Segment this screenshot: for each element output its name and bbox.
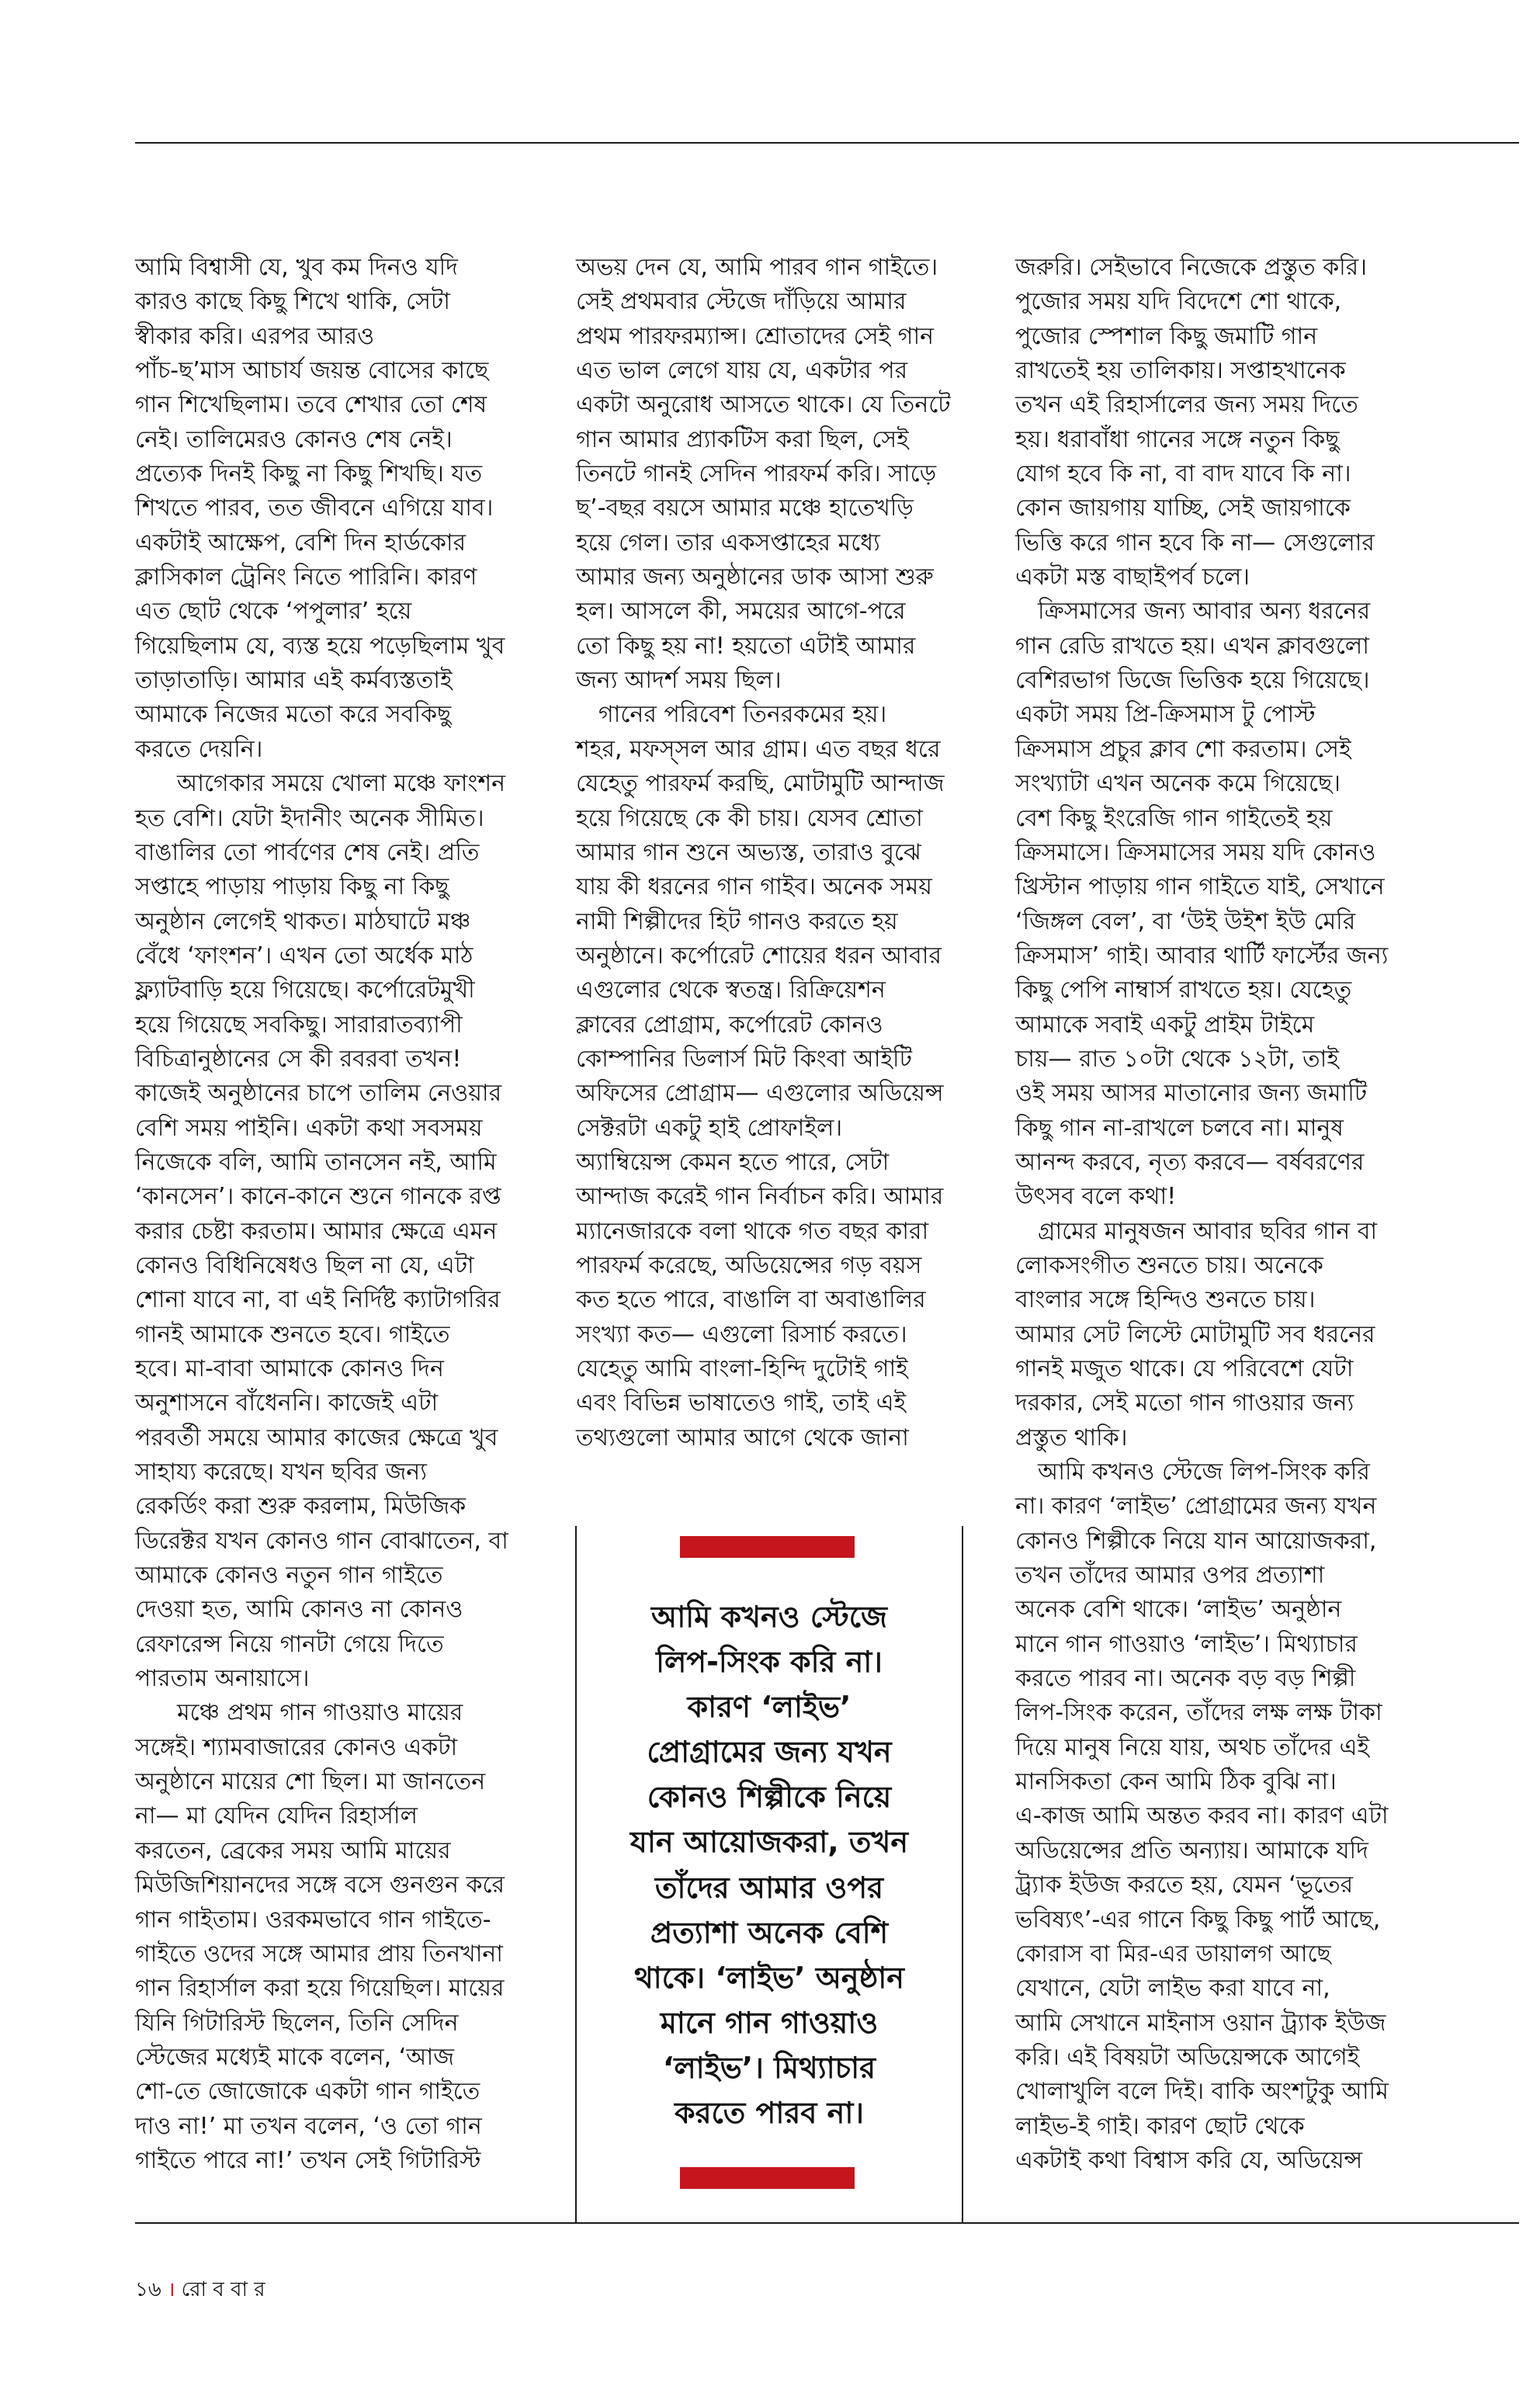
text-line: হয়। ধরাবাঁধা গানের সঙ্গে নতুন কিছু (1015, 425, 1340, 453)
text-line: অফিসের প্রোগ্রাম— এগুলোর অডিয়েন্স (576, 1080, 944, 1108)
text-line: আন্দাজ করেই গান নির্বাচন করি। আমার (576, 1183, 944, 1211)
text-line: তাড়াতাড়ি। আমার এই কর্মব্যস্ততাই (135, 667, 453, 695)
text-line: গান শিখেছিলাম। তবে শেখার তো শেষ (135, 391, 487, 419)
text-line: কোনও বিধিনিষেধও ছিল না যে, এটা (135, 1251, 474, 1279)
text-line: বেশি সময় পাইনি। একটা কথা সবসময় (135, 1114, 483, 1142)
text-line: কাজেই অনুষ্ঠানের চাপে তালিম নেওয়ার (135, 1080, 502, 1108)
text-line: বাঙালির তো পার্বণের শেষ নেই। প্রতি (135, 838, 480, 866)
text-line: গানের পরিবেশ তিনরকমের হয়। (598, 701, 887, 729)
text-line: এগুলোর থেকে স্বতন্ত্র। রিক্রিয়েশন (576, 976, 886, 1004)
text-line: পারফর্ম করেছে, অডিয়েন্সের গড় বয়স (576, 1251, 922, 1279)
text-line: শো-তে জোজোকে একটা গান গাইতে (135, 2078, 480, 2106)
text-line: পরবর্তী সময়ে আমার কাজের ক্ষেত্রে খুব (135, 1424, 498, 1451)
text-line: হল। আসলে কী, সময়ের আগে-পরে (576, 598, 906, 626)
text-line: কোনও শিল্পীকে নিয়ে যান আয়োজকরা, (1015, 1527, 1377, 1555)
text-line: পাঁচ-ছ’মাস আচার্য জয়ন্ত বোসের কাছে (135, 357, 489, 385)
text-line: বেঁধে ‘ফাংশন’। এখন তো অর্ধেক মাঠ (135, 942, 473, 969)
text-line: গ্রামের মানুষজন আবার ছবির গান বা (1038, 1217, 1378, 1245)
text-line: জন্য আদর্শ সময় ছিল। (576, 667, 782, 695)
text-line: অনুষ্ঠান লেগেই থাকত। মাঠঘাটে মঞ্চ (135, 907, 471, 935)
text-line: যেহেতু পারফর্ম করছি, মোটামুটি আন্দাজ (576, 770, 945, 798)
text-line: আমাকে কোনও নতুন গান গাইতে (135, 1562, 443, 1590)
paragraph (135, 767, 536, 1696)
text-line: ওই সময় আসর মাতানোর জন্য জমাটি (1015, 1080, 1368, 1108)
text-line: মানে গান গাওয়াও ‘লাইভ’। মিথ্যাচার (1015, 1630, 1358, 1658)
text-line: যেহেতু আমি বাংলা-হিন্দি দুটোই গাই (576, 1355, 908, 1382)
paragraph (135, 1696, 536, 2178)
text-line: দরকার, সেই মতো গান গাওয়ার জন্য (1015, 1389, 1354, 1417)
text-line: মিউজিশিয়ানদের সঙ্গে বসে গুনগুন করে (135, 1871, 505, 1899)
text-line: করতে দেয়নি। (135, 735, 263, 763)
text-line: রেফারেন্স নিয়ে গানটা গেয়ে দিতে (135, 1630, 444, 1658)
text-line: বিচিত্রানুষ্ঠানের সে কী রবরবা তখন! (135, 1045, 462, 1073)
pull-quote-line: কোনও শিল্পীকে নিয়ে (647, 1780, 892, 1815)
text-line: একটাই আক্ষেপ, বেশি দিন হার্ডকোর (135, 529, 467, 557)
text-line: খোলাখুলি বলে দিই। বাকি অংশটুকু আমি (1015, 2078, 1389, 2106)
pull-quote-line: মানে গান গাওয়াও (660, 2005, 879, 2040)
text-line: করতেন, ব্রেকের সময় আমি মায়ের (135, 1836, 451, 1864)
text-line: আমার সেট লিস্টে মোটামুটি সব ধরনের (1015, 1320, 1375, 1348)
pull-quote-line: প্রোগ্রামের জন্য যখন (647, 1735, 892, 1770)
text-line: ক্রিসমাস প্রচুর ক্লাব শো করতাম। সেই (1015, 735, 1351, 763)
text-line: হয়ে গিয়েছে সবকিছু। সারারাতব্যাপী (135, 1011, 463, 1039)
text-line: কোন জায়গায় যাচ্ছি, সেই জায়গাকে (1015, 494, 1351, 522)
article-column-1 (135, 251, 536, 2178)
pull-quote-line: যান আয়োজকরা, তখন (630, 1825, 909, 1860)
text-line: গান রিহার্সাল করা হয়ে গিয়েছিল। মায়ের (135, 1975, 505, 2003)
text-line: তিনটে গানই সেদিন পারফর্ম করি। সাড়ে (576, 460, 937, 488)
text-line: দাও না!’ মা তখন বলেন, ‘ও তো গান (135, 2112, 482, 2140)
text-line: সপ্তাহে পাড়ায় পাড়ায় কিছু না কিছু (135, 873, 449, 901)
pull-quote-line: করতে পারব না। (675, 2096, 864, 2131)
text-line: না। কারণ ‘লাইভ’ প্রোগ্রামের জন্য যখন (1015, 1493, 1377, 1521)
text-line: আমি সেখানে মাইনাস ওয়ান ট্র্যাক ইউজ (1015, 2009, 1386, 2037)
text-line: ভবিষ্যৎ’-এর গানে কিছু কিছু পার্ট আছে, (1015, 1906, 1381, 1933)
text-line: শিখতে পারব, তত জীবনে এগিয়ে যাব। (135, 494, 494, 522)
text-line: কোম্পানির ডিলার্স মিট কিংবা আইটি (576, 1045, 912, 1073)
text-line: একটা মস্ত বাছাইপর্ব চলে। (1015, 564, 1250, 591)
text-line: যিনি গিটারিস্ট ছিলেন, তিনি সেদিন (135, 2009, 459, 2037)
text-line: মানসিকতা কেন আমি ঠিক বুঝি না। (1015, 1768, 1337, 1796)
text-line: প্রস্তুত থাকি। (1015, 1424, 1128, 1451)
page-footer (135, 2274, 265, 2305)
text-line: এত ভাল লেগে যায় যে, একটার পর (576, 357, 908, 385)
text-line: মঞ্চে প্রথম গান গাওয়াও মায়ের (177, 1699, 463, 1727)
text-line: গানই মজুত থাকে। যে পরিবেশে যেটা (1015, 1355, 1354, 1382)
text-line: কোরাস বা মির-এর ডায়ালগ আছে (1015, 1940, 1331, 1968)
text-line: চায়— রাত ১০টা থেকে ১২টা, তাই (1015, 1045, 1339, 1073)
text-line: আমি বিশ্বাসী যে, খুব কম দিনও যদি (135, 254, 458, 281)
pull-quote-line: আমি কখনও স্টেজে (650, 1600, 888, 1634)
top-rule (135, 142, 1519, 144)
text-line: আনন্দ করবে, নৃত্য করবে— বর্ষবরণের (1015, 1148, 1365, 1176)
paragraph (576, 251, 959, 698)
text-line: স্টেজের মধ্যেই মাকে বলেন, ‘আজ (135, 2043, 455, 2071)
text-line: অনুশাসনে বাঁধেননি। কাজেই এটা (135, 1389, 439, 1417)
text-line: করতে পারব না। অনেক বড় বড় শিল্পী (1015, 1665, 1356, 1693)
column-divider-rule (962, 1526, 963, 2223)
text-line: হত বেশি। যেটা ইদানীং অনেক সীমিত। (135, 804, 484, 832)
article-column-2 (576, 251, 959, 1455)
text-line: করি। এই বিষয়টা অডিয়েন্সকে আগেই (1015, 2043, 1360, 2071)
text-line: গাইতে পারে না!’ তখন সেই গিটারিস্ট (135, 2146, 481, 2174)
text-line: ক্রিসমাস’ গাই। আবার থার্টি ফার্স্টের জন্য (1015, 942, 1389, 969)
text-line: সঙ্গেই। শ্যামবাজারের কোনও একটা (135, 1733, 458, 1761)
text-line: গান গাইতাম। ওরকমভাবে গান গাইতে- (135, 1906, 491, 1933)
text-line: ম্যানেজারকে বলা থাকে গত বছর কারা (576, 1217, 929, 1245)
text-line: বেশ কিছু ইংরেজি গান গাইতেই হয় (1015, 804, 1333, 832)
pull-quote (585, 1594, 953, 2135)
text-line: লাইভ-ই গাই। কারণ ছোট থেকে (1015, 2112, 1305, 2140)
text-line: বাংলার সঙ্গে হিন্দিও শুনতে চায়। (1015, 1286, 1316, 1314)
text-line: পুজোর স্পেশাল কিছু জমাটি গান (1015, 322, 1318, 350)
text-line: প্রত্যেক দিনই কিছু না কিছু শিখছি। যত (135, 460, 483, 488)
text-line: অনেক বেশি থাকে। ‘লাইভ’ অনুষ্ঠান (1015, 1596, 1342, 1624)
text-line: উৎসব বলে কথা! (1015, 1183, 1177, 1211)
text-line: করার চেষ্টা করতাম। আমার ক্ষেত্রে এমন (135, 1217, 498, 1245)
text-line: কিছু পেপি নাম্বার্স রাখতে হয়। যেহেতু (1015, 976, 1352, 1004)
text-line: এত ছোট থেকে ‘পপুলার’ হয়ে (135, 598, 412, 626)
text-line: ক্লাসিকাল ট্রেনিং নিতে পারিনি। কারণ (135, 564, 477, 591)
text-line: না— মা যেদিন যেদিন রিহার্সাল (135, 1802, 418, 1830)
text-line: ভিত্তি করে গান হবে কি না— সেগুলোর (1015, 529, 1375, 557)
pull-quote-bottom-bar (680, 2167, 855, 2189)
pull-quote-line: তাঁদের আমার ওপর (654, 1870, 884, 1905)
text-line: অভয় দেন যে, আমি পারব গান গাইতে। (576, 254, 938, 281)
paragraph (576, 698, 959, 1455)
footer-separator: । (167, 2278, 175, 2301)
text-line: ফ্ল্যাটবাড়ি হয়ে গিয়েছে। কর্পোরেটমুখী (135, 976, 475, 1004)
text-line: গাইতে ওদের সঙ্গে আমার প্রায় তিনখানা (135, 1940, 504, 1968)
text-line: সংখ্যা কত— এগুলো রিসার্চ করতে। (576, 1320, 907, 1348)
text-line: ক্লাবের প্রোগ্রাম, কর্পোরেট কোনও (576, 1011, 883, 1039)
text-line: ট্র্যাক ইউজ করতে হয়, যেমন ‘ভূতের (1015, 1871, 1354, 1899)
pull-quote-line: প্রত্যাশা অনেক বেশি (650, 1915, 889, 1950)
text-line: জরুরি। সেইভাবে নিজেকে প্রস্তুত করি। (1015, 254, 1367, 281)
pull-quote-line: কারণ ‘লাইভ’ (687, 1690, 852, 1725)
paragraph (1015, 1215, 1450, 1455)
text-line: যোগ হবে কি না, বা বাদ যাবে কি না। (1015, 460, 1351, 488)
text-line: ছ’-বছর বয়সে আমার মঞ্চে হাতেখড়ি (576, 494, 914, 522)
text-line: ক্রিসমাসের জন্য আবার অন্য ধরনের (1038, 598, 1371, 626)
pull-quote-left-rule (575, 1526, 577, 2223)
text-line: পুজোর সময় যদি বিদেশে শো থাকে, (1015, 288, 1342, 316)
text-line: এবং বিভিন্ন ভাষাতেও গাই, তাই এই (576, 1389, 907, 1417)
text-line: আমাকে সবাই একটু প্রাইম টাইমে (1015, 1011, 1315, 1039)
text-line: অডিয়েন্সের প্রতি অন্যায়। আমাকে যদি (1015, 1836, 1368, 1864)
text-line: ক্রিসমাসে। ক্রিসমাসের সময় যদি কোনও (1015, 838, 1376, 866)
text-line: ‘কানসেন’। কানে-কানে শুনে গানকে রপ্ত (135, 1183, 501, 1211)
text-line: এ-কাজ আমি অন্তত করব না। কারণ এটা (1015, 1802, 1389, 1830)
text-line: তো কিছু হয় না! হয়তো এটাই আমার (576, 632, 916, 660)
text-line: আমাকে নিজের মতো করে সবকিছু (135, 701, 452, 729)
text-line: হয়ে গেল। তার একসপ্তাহের মধ্যে (576, 529, 880, 557)
text-line: আগেকার সময়ে খোলা মঞ্চে ফাংশন (177, 770, 505, 798)
text-line: স্বীকার করি। এরপর আরও (135, 322, 375, 350)
text-line: নেই। তালিমেরও কোনও শেষ নেই। (135, 425, 453, 453)
text-line: যায় কী ধরনের গান গাইব। অনেক সময় (576, 873, 932, 901)
text-line: রাখতেই হয় তালিকায়। সপ্তাহখানেক (1015, 357, 1346, 385)
pull-quote-top-bar (680, 1536, 855, 1558)
text-line: কত হতে পারে, বাঙালি বা অবাঙালির (576, 1286, 926, 1314)
text-line: তথ্যগুলো আমার আগে থেকে জানা (576, 1424, 909, 1451)
text-line: ডিরেক্টর যখন কোনও গান বোঝাতেন, বা (135, 1527, 508, 1555)
text-line: একটা সময় প্রি-ক্রিসমাস টু পোস্ট (1015, 701, 1316, 729)
text-line: লিপ-সিংক করেন, তাঁদের লক্ষ লক্ষ টাকা (1015, 1699, 1382, 1727)
page-number: ১৬ (135, 2278, 161, 2301)
text-line: গান আমার প্র্যাকটিস করা ছিল, সেই (576, 425, 909, 453)
paragraph (1015, 251, 1450, 595)
text-line: শহর, মফস্সল আর গ্রাম। এত বছর ধরে (576, 735, 941, 763)
text-line: একটাই কথা বিশ্বাস করি যে, অডিয়েন্স (1015, 2146, 1363, 2174)
text-line: অ্যাম্বিয়েন্স কেমন হতে পারে, সেটা (576, 1148, 890, 1176)
pull-quote-line: ‘লাইভ’। মিথ্যাচার (662, 2050, 876, 2085)
text-line: খ্রিস্টান পাড়ায় গান গাইতে যাই, সেখানে (1015, 873, 1385, 901)
text-line: সেক্টরটা একটু হাই প্রোফাইল। (576, 1114, 843, 1142)
text-line: ‘জিঙ্গল বেল’, বা ‘উই উইশ ইউ মেরি (1015, 907, 1356, 935)
bottom-rule (135, 2222, 1519, 2224)
text-line: হবে। মা-বাবা আমাকে কোনও দিন (135, 1355, 444, 1382)
paragraph (1015, 1455, 1450, 2178)
text-line: গানই আমাকে শুনতে হবে। গাইতে (135, 1320, 450, 1348)
text-line: দেওয়া হত, আমি কোনও না কোনও (135, 1596, 463, 1624)
text-line: সাহায্য করেছে। যখন ছবির জন্য (135, 1458, 427, 1486)
paragraph (1015, 595, 1450, 1214)
text-line: নামী শিল্পীদের হিট গানও করতে হয় (576, 907, 898, 935)
text-line: আমি কখনও স্টেজে লিপ-সিংক করি (1038, 1458, 1370, 1486)
pull-quote-line: লিপ-সিংক করি না। (656, 1645, 883, 1680)
text-line: একটা অনুরোধ আসতে থাকে। যে তিনটে (576, 391, 951, 419)
text-line: কিছু গান না-রাখলে চলবে না। মানুষ (1015, 1114, 1344, 1142)
paragraph (135, 251, 536, 767)
text-line: তখন এই রিহার্সালের জন্য সময় দিতে (1015, 391, 1358, 419)
text-line: শোনা যাবে না, বা এই নির্দিষ্ট ক্যাটাগরির (135, 1286, 501, 1314)
text-line: তখন তাঁদের আমার ওপর প্রত্যাশা (1015, 1562, 1325, 1590)
pull-quote-line: থাকে। ‘লাইভ’ অনুষ্ঠান (634, 1960, 904, 1995)
text-line: লোকসংগীত শুনতে চায়। অনেকে (1015, 1251, 1323, 1279)
text-line: যেখানে, যেটা লাইভ করা যাবে না, (1015, 1975, 1330, 2003)
text-line: আমার জন্য অনুষ্ঠানের ডাক আসা শুরু (576, 564, 934, 591)
text-line: নিজেকে বলি, আমি তানসেন নই, আমি (135, 1148, 497, 1176)
text-line: হয়ে গিয়েছে কে কী চায়। যেসব শ্রোতা (576, 804, 923, 832)
text-line: সংখ্যাটা এখন অনেক কমে গিয়েছে। (1015, 770, 1341, 798)
text-line: রেকর্ডিং করা শুরু করলাম, মিউজিক (135, 1493, 467, 1521)
text-line: অনুষ্ঠানে মায়ের শো ছিল। মা জানতেন (135, 1768, 486, 1796)
text-line: গিয়েছিলাম যে, ব্যস্ত হয়ে পড়েছিলাম খুব (135, 632, 505, 660)
text-line: অনুষ্ঠানে। কর্পোরেট শোয়ের ধরন আবার (576, 942, 942, 969)
text-line: কারও কাছে কিছু শিখে থাকি, সেটা (135, 288, 450, 316)
text-line: সেই প্রথমবার স্টেজে দাঁড়িয়ে আমার (576, 288, 907, 316)
text-line: বেশিরভাগ ডিজে ভিত্তিক হয়ে গিয়েছে। (1015, 667, 1370, 695)
article-column-3 (1015, 251, 1450, 2178)
text-line: প্রথম পারফরম্যান্স। শ্রোতাদের সেই গান (576, 322, 935, 350)
magazine-name: রো ব বা র (181, 2278, 265, 2301)
text-line: দিয়ে মানুষ নিয়ে যায়, অথচ তাঁদের এই (1015, 1733, 1370, 1761)
text-line: গান রেডি রাখতে হয়। এখন ক্লাবগুলো (1015, 632, 1369, 660)
text-line: পারতাম অনায়াসে। (135, 1665, 310, 1693)
text-line: আমার গান শুনে অভ্যস্ত, তারাও বুঝে (576, 838, 921, 866)
